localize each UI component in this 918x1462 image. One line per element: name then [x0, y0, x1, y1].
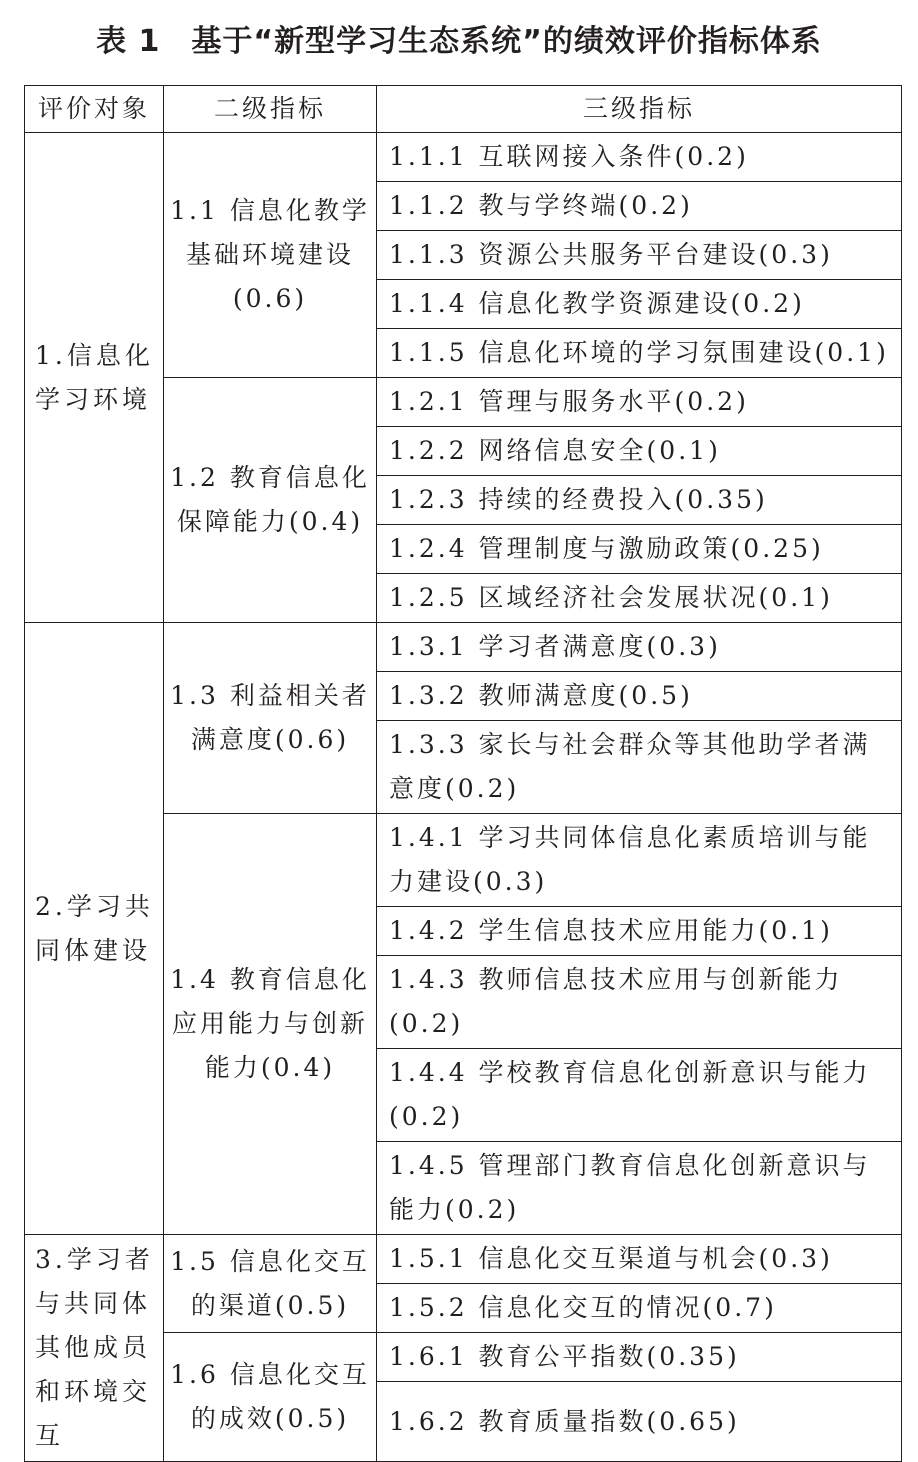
- third-level-cell: 1.1.2 教与学终端(0.2): [377, 182, 902, 231]
- third-level-cell: 1.5.2 信息化交互的情况(0.7): [377, 1284, 902, 1333]
- object-cell: 3.学习者与共同体其他成员和环境交互: [25, 1235, 164, 1462]
- header-object: 评价对象: [25, 86, 164, 133]
- header-row: [25, 86, 902, 133]
- second-level-cell: 1.1 信息化教学基础环境建设(0.6): [164, 133, 377, 378]
- second-level-cell: 1.6 信息化交互的成效(0.5): [164, 1333, 377, 1462]
- third-level-cell: 1.1.5 信息化环境的学习氛围建设(0.1): [377, 329, 902, 378]
- table-title: 表 1 基于“新型学习生态系统”的绩效评价指标体系: [96, 24, 822, 59]
- third-level-cell: 1.3.2 教师满意度(0.5): [377, 672, 902, 721]
- table-row: [25, 623, 902, 672]
- third-level-cell: 1.2.5 区域经济社会发展状况(0.1): [377, 574, 902, 623]
- third-level-cell: 1.3.1 学习者满意度(0.3): [377, 623, 902, 672]
- second-level-cell: 1.5 信息化交互的渠道(0.5): [164, 1235, 377, 1333]
- third-level-cell: 1.5.1 信息化交互渠道与机会(0.3): [377, 1235, 902, 1284]
- object-cell: 2.学习共同体建设: [25, 623, 164, 1235]
- second-level-cell: 1.2 教育信息化保障能力(0.4): [164, 378, 377, 623]
- third-level-cell: 1.4.3 教师信息技术应用与创新能力(0.2): [377, 956, 902, 1049]
- third-level-cell: 1.3.3 家长与社会群众等其他助学者满意度(0.2): [377, 721, 902, 814]
- second-level-cell: 1.4 教育信息化应用能力与创新能力(0.4): [164, 814, 377, 1235]
- third-level-cell: 1.1.4 信息化教学资源建设(0.2): [377, 280, 902, 329]
- third-level-cell: 1.4.1 学习共同体信息化素质培训与能力建设(0.3): [377, 814, 902, 907]
- third-level-cell: 1.2.2 网络信息安全(0.1): [377, 427, 902, 476]
- third-level-cell: 1.1.3 资源公共服务平台建设(0.3): [377, 231, 902, 280]
- third-level-cell: 1.2.1 管理与服务水平(0.2): [377, 378, 902, 427]
- table-row: [25, 133, 902, 182]
- third-level-cell: 1.6.2 教育质量指数(0.65): [377, 1382, 902, 1462]
- second-level-cell: 1.3 利益相关者满意度(0.6): [164, 623, 377, 814]
- third-level-cell: 1.6.1 教育公平指数(0.35): [377, 1333, 902, 1382]
- header-second-level: 二级指标: [164, 86, 377, 133]
- third-level-cell: 1.2.3 持续的经费投入(0.35): [377, 476, 902, 525]
- third-level-cell: 1.1.1 互联网接入条件(0.2): [377, 133, 902, 182]
- object-cell: 1.信息化学习环境: [25, 133, 164, 623]
- indicator-table: [24, 85, 902, 1462]
- third-level-cell: 1.2.4 管理制度与激励政策(0.25): [377, 525, 902, 574]
- table-row: [25, 1235, 902, 1284]
- header-third-level: 三级指标: [377, 86, 902, 133]
- third-level-cell: 1.4.2 学生信息技术应用能力(0.1): [377, 907, 902, 956]
- third-level-cell: 1.4.5 管理部门教育信息化创新意识与能力(0.2): [377, 1142, 902, 1235]
- third-level-cell: 1.4.4 学校教育信息化创新意识与能力(0.2): [377, 1049, 902, 1142]
